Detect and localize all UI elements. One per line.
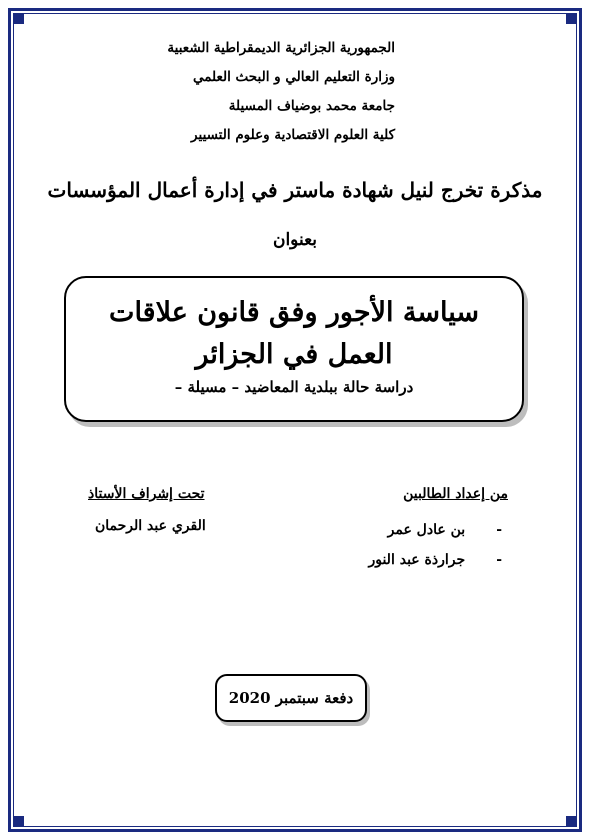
- title-box: [64, 276, 524, 422]
- student-name: بن عادل عمر: [387, 522, 466, 538]
- university-line: جامعة محمد بوضياف المسيلة: [228, 98, 395, 114]
- border-corner-ornament: [566, 816, 576, 826]
- supervisor-label: تحت إشراف الأستاذ: [88, 486, 205, 502]
- title-intro: بعنوان: [272, 230, 318, 250]
- students-list: [368, 520, 502, 580]
- faculty-line: كلية العلوم الاقتصادية وعلوم التسيير: [191, 127, 395, 143]
- institution-header: [95, 38, 395, 154]
- republic-line: الجمهورية الجزائرية الديمقراطية الشعبية: [167, 40, 395, 56]
- border-corner-ornament: [14, 14, 24, 24]
- list-item: [368, 550, 502, 580]
- case-study-subtitle: دراسة حالة ببلدية المعاضيد – مسيلة –: [174, 378, 414, 396]
- cohort-box: دفعة سبتمبر 2020: [215, 674, 367, 722]
- ministry-line: وزارة التعليم العالي و البحث العلمي: [192, 69, 395, 85]
- supervisor-name: القري عبد الرحمان: [95, 518, 206, 534]
- list-item: [368, 520, 502, 550]
- student-name: جرارذة عبد النور: [368, 552, 466, 568]
- thesis-title: سياسة الأجور وفق قانون علاقات العمل في الجزائر: [109, 297, 479, 370]
- list-bullet: -: [496, 522, 502, 538]
- list-bullet: -: [496, 552, 502, 568]
- border-corner-ornament: [14, 816, 24, 826]
- students-label: من إعداد الطالبين: [403, 486, 508, 502]
- thesis-type: مذكرة تخرج لنيل شهادة ماستر في إدارة أعمال المؤسسات: [47, 178, 543, 202]
- border-corner-ornament: [566, 14, 576, 24]
